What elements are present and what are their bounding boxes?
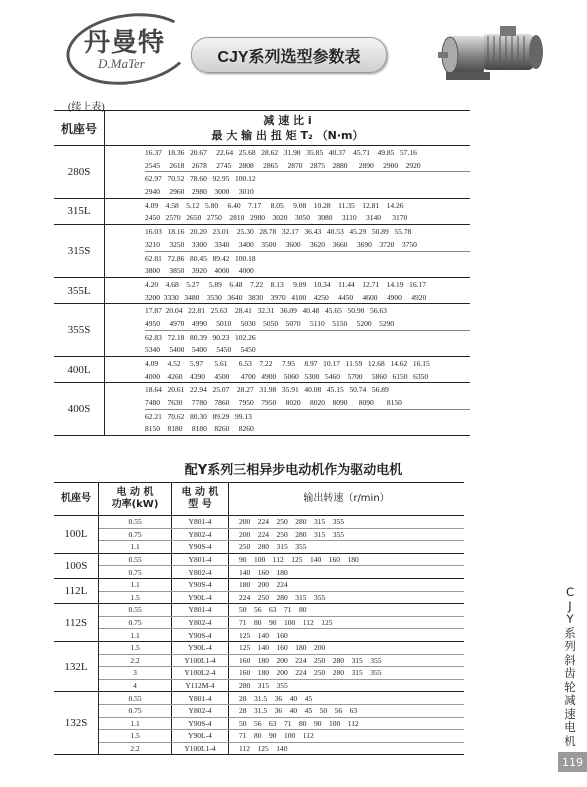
seat-cell: 132S xyxy=(54,692,99,755)
value-line: 3200 3330 3480 3530 3640 3830 3970 4100 4250 4450 4600 4900 4920 xyxy=(145,292,427,302)
header-torque: 最 大 输 出 扭 矩 T₂ （N·m） xyxy=(211,129,364,142)
speed-cell: 50 56 63 71 80 xyxy=(229,604,465,617)
table-row xyxy=(54,667,464,680)
header-seat: 机座号 xyxy=(54,483,99,516)
table-row xyxy=(54,566,464,579)
power-cell: 0.75 xyxy=(99,528,172,541)
table-row xyxy=(54,277,470,303)
speed-cell: 112 125 140 xyxy=(229,742,465,755)
speed-cell: 28 31.5 36 40 45 xyxy=(229,692,465,705)
speed-cell: 71 80 90 100 112 xyxy=(229,730,465,743)
side-label-char: 机 xyxy=(564,733,576,748)
power-cell: 2.2 xyxy=(99,742,172,755)
header-power xyxy=(99,483,172,516)
value-line: 62.97 70.52 78.60 92.95 100.12 xyxy=(145,171,470,185)
table-row xyxy=(54,717,464,730)
table-row xyxy=(54,578,464,591)
table-row xyxy=(54,654,464,667)
model-cell: Y802-4 xyxy=(172,566,229,579)
speed-cell: 140 160 180 xyxy=(229,566,465,579)
power-cell: 1.1 xyxy=(99,541,172,554)
seat-cell: 400L xyxy=(54,357,105,383)
table-row xyxy=(54,692,464,705)
model-cell: Y90L-4 xyxy=(172,641,229,654)
motor-speed-table xyxy=(54,482,464,755)
speed-cell: 224 250 280 315 355 xyxy=(229,591,465,604)
page-number: 119 xyxy=(558,752,587,772)
logo-cn-text: 丹曼特 xyxy=(84,28,166,58)
values-cell xyxy=(105,146,471,199)
power-cell: 0.55 xyxy=(99,516,172,529)
seat-cell: 100L xyxy=(54,516,99,554)
side-label-char: 列 xyxy=(564,639,576,653)
speed-cell: 250 280 315 355 xyxy=(229,541,465,554)
value-line: 18.64 20.61 22.94 25.07 28.27 31.98 35.91 40.08 45.15 50.74 56.89 xyxy=(145,385,389,395)
table-row xyxy=(54,641,464,654)
power-cell: 0.55 xyxy=(99,692,172,705)
table-row xyxy=(54,553,464,566)
table-row xyxy=(54,516,464,529)
model-cell: Y112M-4 xyxy=(172,679,229,692)
values-cell xyxy=(105,225,471,278)
continued-note: (续上表) xyxy=(68,102,105,113)
seat-cell: 400S xyxy=(54,383,105,436)
side-series-label xyxy=(562,586,578,748)
speed-cell: 280 315 355 xyxy=(229,679,465,692)
section-title: 配Y系列三相异步电动机作为驱动电机 xyxy=(184,463,403,478)
side-label-char: 减 xyxy=(564,693,576,707)
model-cell: Y90L-4 xyxy=(172,591,229,604)
header-seat: 机座号 xyxy=(54,111,105,146)
value-line: 62.81 72.86 80.45 89.42 100.18 xyxy=(145,251,470,265)
values-cell xyxy=(105,277,471,303)
seat-cell: 355L xyxy=(54,277,105,303)
model-cell: Y801-4 xyxy=(172,604,229,617)
table-row xyxy=(54,383,470,436)
speed-cell: 160 180 200 224 250 280 315 355 xyxy=(229,654,465,667)
table-row xyxy=(54,629,464,642)
speed-cell: 50 56 63 71 80 90 100 112 xyxy=(229,717,465,730)
model-cell: Y90S-4 xyxy=(172,578,229,591)
model-cell: Y90S-4 xyxy=(172,629,229,642)
value-line: 4950 4970 4990 5010 5030 5050 5070 5110 5150 5200 5290 xyxy=(145,318,395,328)
model-cell: Y801-4 xyxy=(172,516,229,529)
ratio-torque-table xyxy=(54,110,470,436)
header-model-l2: 型 号 xyxy=(188,499,212,510)
speed-cell: 180 200 224 xyxy=(229,578,465,591)
table-row xyxy=(54,604,464,617)
side-label-char: 轮 xyxy=(564,679,576,694)
seat-cell: 315L xyxy=(54,198,105,224)
speed-cell: 28 31.5 36 40 45 50 56 63 xyxy=(229,704,465,717)
value-line: 17.87 20.04 22.81 25.63 28.41 32.31 36.09 40.48 45.65 50.90 56.63 xyxy=(145,306,387,316)
header-power-l1: 电 动 机 xyxy=(116,487,154,498)
model-cell: Y801-4 xyxy=(172,553,229,566)
model-cell: Y90S-4 xyxy=(172,541,229,554)
seat-cell: 315S xyxy=(54,225,105,278)
table-header-row xyxy=(54,483,464,516)
value-line: 16.03 18.16 20.20 23.01 25.30 28.78 32.17 36.43 40.53 45.29 50.89 55.78 xyxy=(145,227,412,237)
side-label-char: 速 xyxy=(564,706,576,721)
speed-cell: 200 224 250 280 315 355 xyxy=(229,528,465,541)
model-cell: Y801-4 xyxy=(172,692,229,705)
header-power-l2: 功率(kW) xyxy=(111,499,159,510)
side-label-char: 系 xyxy=(564,625,576,640)
seat-cell: 100S xyxy=(54,553,99,578)
seat-cell: 132L xyxy=(54,641,99,691)
values-cell xyxy=(105,383,471,436)
seat-cell: 112L xyxy=(54,578,99,603)
model-cell: Y100L2-4 xyxy=(172,667,229,680)
header-model xyxy=(172,483,229,516)
table-row xyxy=(54,591,464,604)
table-row xyxy=(54,704,464,717)
speed-cell: 90 100 112 125 140 160 180 xyxy=(229,553,465,566)
table-row xyxy=(54,541,464,554)
value-line: 5340 5400 5400 5450 5450 xyxy=(145,345,256,355)
model-cell: Y90S-4 xyxy=(172,717,229,730)
seat-cell: 355S xyxy=(54,304,105,357)
speed-cell: 125 140 160 xyxy=(229,629,465,642)
value-line: 4.09 4.52 5.97 5.61 6.53 7.22 7.95 8.97 10.17 11.59 12.68 14.62 16.15 xyxy=(145,359,430,368)
side-label-char: 斜 xyxy=(564,652,576,667)
power-cell: 2.2 xyxy=(99,654,172,667)
speed-cell: 200 224 250 280 315 355 xyxy=(229,516,465,529)
company-logo xyxy=(66,14,186,78)
power-cell: 3 xyxy=(99,667,172,680)
logo-en-text: D.MaTer xyxy=(98,56,145,71)
side-label-char: C xyxy=(565,585,575,599)
value-line: 4.20 4.68 5.27 5.89 6.48 7.22 8.13 9.09 10.34 11.44 12.71 14.19 16.17 xyxy=(145,279,426,289)
value-line: 4000 4260 4390 4500 4700 4900 5060 5300 5460 5700 5860 6150 6350 xyxy=(145,371,429,381)
values-cell xyxy=(105,357,471,383)
power-cell: 0.75 xyxy=(99,566,172,579)
model-cell: Y802-4 xyxy=(172,528,229,541)
values-cell xyxy=(105,198,471,224)
model-cell: Y90L-4 xyxy=(172,730,229,743)
values-cell xyxy=(105,304,471,357)
header-ratio-torque xyxy=(105,111,471,146)
table-row xyxy=(54,742,464,755)
table-row xyxy=(54,304,470,357)
header-ratio: 减 速 比 i xyxy=(263,114,312,127)
model-cell: Y100L1-4 xyxy=(172,654,229,667)
value-line: 62.83 72.18 80.39 90.23 102.26 xyxy=(145,330,470,344)
table-row xyxy=(54,357,470,383)
power-cell: 1.1 xyxy=(99,629,172,642)
value-line: 2450 2570 2650 2750 2810 2980 3020 3050 3080 3110 3140 3170 xyxy=(145,213,408,223)
side-label-char: 齿 xyxy=(564,666,576,680)
table-row xyxy=(54,679,464,692)
power-cell: 0.75 xyxy=(99,704,172,717)
value-line: 16.37 18.36 20.67 22.64 25.68 28.62 31.98 35.85 40.37 45.71 49.85 57.16 xyxy=(145,148,417,157)
power-cell: 1.5 xyxy=(99,641,172,654)
speed-cell: 160 180 200 224 250 280 315 355 xyxy=(229,667,465,680)
model-cell: Y100L1-4 xyxy=(172,742,229,755)
header-model-l1: 电 动 机 xyxy=(181,487,219,498)
table-row xyxy=(54,198,470,224)
power-cell: 1.5 xyxy=(99,591,172,604)
value-line: 2940 2960 2980 3000 3010 xyxy=(145,187,254,197)
side-label-char: Y xyxy=(566,612,574,626)
power-cell: 1.5 xyxy=(99,730,172,743)
table-row xyxy=(54,146,470,199)
seat-cell: 112S xyxy=(54,604,99,642)
value-line: 8150 8180 8180 8260 8260 xyxy=(145,424,254,434)
power-cell: 4 xyxy=(99,679,172,692)
power-cell: 0.55 xyxy=(99,553,172,566)
gear-motor-image xyxy=(436,16,554,88)
value-line: 2545 2618 2678 2745 2808 2865 2870 2875 2880 2890 2900 2920 xyxy=(145,160,421,170)
seat-cell: 280S xyxy=(54,146,105,199)
table-row xyxy=(54,528,464,541)
header-speed: 输出转速（r/min） xyxy=(229,483,465,516)
value-line: 62.21 70.62 80.30 89.29 99.13 xyxy=(145,409,470,423)
table-header-row xyxy=(54,111,470,146)
power-cell: 1.1 xyxy=(99,578,172,591)
power-cell: 0.75 xyxy=(99,616,172,629)
speed-cell: 125 140 160 180 200 xyxy=(229,641,465,654)
value-line: 3210 3250 3300 3340 3400 3500 3600 3620 3660 3690 3720 3750 xyxy=(145,239,417,249)
speed-cell: 71 80 90 100 112 125 xyxy=(229,616,465,629)
value-line: 4.09 4.58 5.12 5.80 6.40 7.17 8.05 9.08 10.28 11.35 12.81 14.26 xyxy=(145,200,404,210)
side-label-char: 电 xyxy=(564,720,576,734)
side-label-char: J xyxy=(568,598,572,613)
power-cell: 1.1 xyxy=(99,717,172,730)
table-row xyxy=(54,730,464,743)
model-cell: Y802-4 xyxy=(172,704,229,717)
power-cell: 0.55 xyxy=(99,604,172,617)
value-line: 3800 3850 3920 4000 4000 xyxy=(145,266,254,276)
page-title: CJY系列选型参数表 xyxy=(191,37,387,73)
value-line: 7480 7630 7780 7860 7950 7950 8020 8020 8090 8090 8150 xyxy=(145,398,402,408)
model-cell: Y802-4 xyxy=(172,616,229,629)
table-row xyxy=(54,616,464,629)
table-row xyxy=(54,225,470,278)
